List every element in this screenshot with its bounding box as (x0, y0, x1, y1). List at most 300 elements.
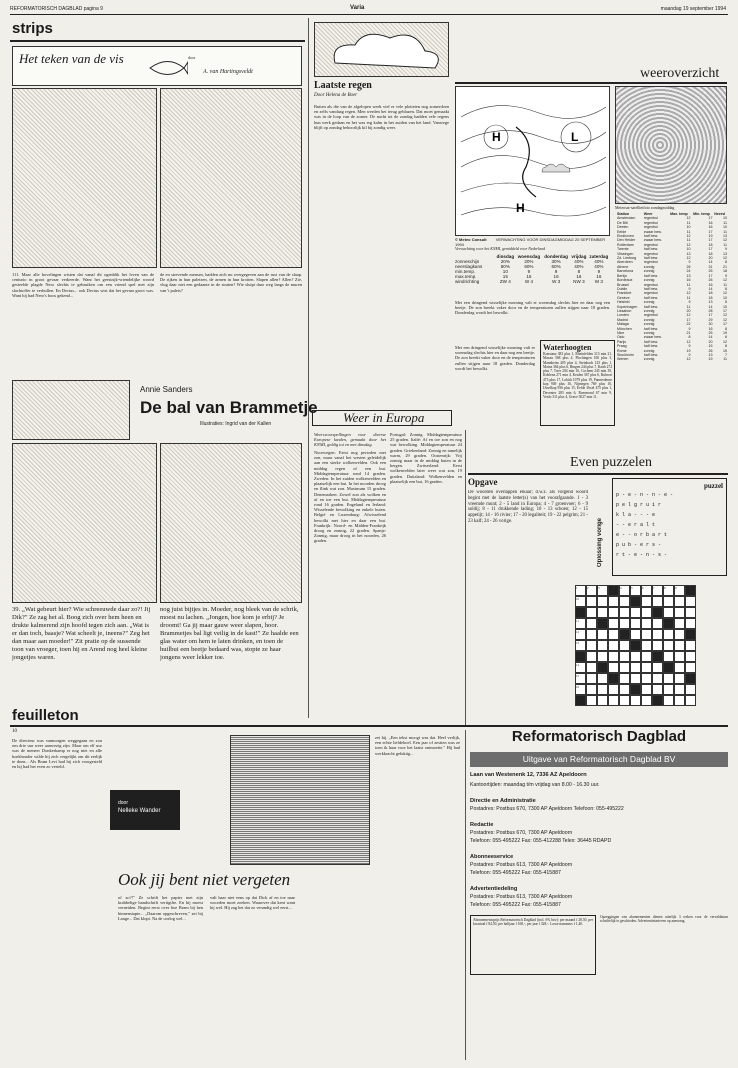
station-value: 9 (688, 300, 691, 305)
grid-cell[interactable] (674, 618, 685, 629)
station-value: 14 (708, 286, 713, 291)
comic2-author: Annie Sanders (140, 385, 193, 394)
grid-cell[interactable] (619, 596, 630, 607)
grid-cell[interactable] (597, 607, 608, 618)
page-section: Varia (350, 5, 365, 11)
rd-kantoor: Kantoortijden: maandag t/m vrijdag van 8.00 - 16.30 uur. (470, 782, 600, 788)
station-value: 12 (686, 357, 691, 362)
station-value: 25 (708, 330, 713, 335)
grid-cell[interactable] (586, 618, 597, 629)
station-value: 9 (688, 260, 691, 265)
grid-cell[interactable] (608, 684, 619, 695)
rd-tariff-right: Opzeggingen van abonnementen dienen uiterlijk 3 weken voor de vervaldatum schriftelijk te geschieden. Advertentietarieven op aanvraag. (600, 915, 728, 924)
grid-cell[interactable]: 10 (575, 596, 586, 607)
comic2-panel-left (12, 443, 157, 603)
station-value: half bew. (643, 304, 658, 309)
puzzel-section-title: Even puzzelen (570, 455, 653, 470)
grid-cell[interactable] (652, 673, 663, 684)
station-value: 9 (725, 273, 727, 278)
station-value: 10 (723, 225, 727, 230)
rd-abonnee-title: Abonneeservice (470, 854, 514, 860)
station-value: zonnig (643, 322, 655, 327)
grid-cell[interactable] (674, 695, 685, 706)
weer-europa-text: Noorwegen: Eerst nog perioden met zon, maar vanaf het westen geleidelijk aan een sterke wolkenvelden. Ook een middag regen of een bui. Middagtemperatuur rond 14 graden. Zweden: In het zuiden wolkenvelden en plaatselijk een bui. In het noorden droog en flink wat zon. Maximum 15 graden. Denemarken: Zowel zon als wolken en af en toe een bui. Middagtemperatuur rond 16 graden. Engeland en Ierland: Wisselende bewolking en enkele buien. België en Luxemburg: Afwisselend bewolkt met hier en daar een bui. Frankrijk: Noord- en Midden-Frankrijk droog en zonnig, 22 graden. Spanje: Zonnig, maar droog in het noorden, 26 graden. (314, 450, 386, 544)
grid-cell[interactable] (674, 607, 685, 618)
grid-cell[interactable]: 7 (652, 585, 663, 596)
grid-cell[interactable] (652, 640, 663, 651)
grid-cell[interactable]: 9 (674, 585, 685, 596)
grid-cell[interactable] (641, 673, 652, 684)
grid-cell[interactable] (641, 629, 652, 640)
paper-name: REFORMATORISCH DAGBLAD pagina 9 (10, 6, 103, 12)
grid-cell-black (630, 596, 641, 607)
grid-cell-black (663, 618, 674, 629)
forecast-cell: 40% (594, 259, 604, 264)
grid-cell[interactable]: 5 (630, 585, 641, 596)
weer-column-text-2: Met een dringend wisselijke morning valt er woensdag slechts hier en daar nog een beetje. De zon breekt vaker door en de temperaturen zullen stijgen naar 18 graden. Donderdag wordt het bewolkt. (455, 345, 535, 371)
station-value: 17 (708, 238, 713, 243)
section-strips: strips (12, 20, 53, 37)
station-value: 14 (708, 335, 713, 340)
grid-cell[interactable] (586, 640, 597, 651)
station-value: 11 (686, 220, 691, 225)
forecast-cell: 9 (554, 269, 558, 274)
forecast-table (455, 254, 610, 284)
grid-cell[interactable] (630, 629, 641, 640)
grid-cell[interactable] (586, 596, 597, 607)
station-value: 17 (708, 273, 713, 278)
forecast-cell: 20% (524, 259, 534, 264)
grid-cell-black (685, 629, 696, 640)
grid-cell[interactable] (641, 640, 652, 651)
puzzel-small-title: puzzel (703, 482, 723, 490)
svg-text:H: H (516, 201, 525, 215)
grid-cell-black (652, 651, 663, 662)
station-name: Eindhoven (617, 234, 634, 239)
grid-cell[interactable] (663, 651, 674, 662)
grid-cell-black (597, 662, 608, 673)
station-name: Kopenhagen (617, 304, 638, 309)
solution-line: e - - o r b a r t (616, 532, 668, 538)
station-name: Helsinki (617, 300, 630, 305)
station-value: 10 (686, 247, 691, 252)
station-value: 12 (686, 242, 691, 247)
grid-cell[interactable] (652, 684, 663, 695)
rd-redactie-line2: Telefoon: 055-495222 Fax: 055-412288 Telex: 36445 RDAPD (470, 838, 612, 844)
grid-cell[interactable] (674, 662, 685, 673)
rd-advert-line1: Postadres: Postbus 613, 7300 AP Apeldoorn (470, 894, 573, 900)
station-value: 17 (723, 322, 727, 327)
grid-cell[interactable] (641, 662, 652, 673)
puzzel-rule (468, 473, 728, 475)
grid-cell[interactable] (619, 684, 630, 695)
station-value: 9 (688, 353, 691, 357)
station-name: Málaga (617, 322, 629, 327)
station-value: 24 (686, 269, 691, 274)
stations-head: Station (617, 212, 630, 216)
station-value: 20 (686, 308, 691, 313)
station-value: 18 (708, 242, 713, 247)
grid-cell[interactable] (652, 662, 663, 673)
station-value: 18 (708, 291, 713, 296)
station-name: Den Helder (617, 238, 636, 243)
station-value: 20 (708, 339, 713, 344)
section-feuilleton: feuilleton (12, 707, 79, 724)
forecast-cell: 15 (526, 274, 532, 279)
station-name: Deelen (617, 225, 629, 230)
grid-cell[interactable] (586, 651, 597, 662)
comic1-author: A. van Hartingsveldt (203, 69, 253, 75)
rd-uitgave: Uitgave van Reformatorisch Dagblad BV (470, 752, 728, 767)
station-name: Rotterdam (617, 242, 634, 247)
grid-cell[interactable] (619, 618, 630, 629)
grid-cell[interactable] (586, 607, 597, 618)
rd-directie-line: Postadres: Postbus 670, 7300 AP Apeldoorn Telefoon: 055-495222 (470, 806, 624, 812)
grid-cell[interactable]: 14 (575, 662, 586, 673)
grid-cell[interactable] (685, 651, 696, 662)
grid-cell[interactable] (652, 629, 663, 640)
grid-cell-black (619, 629, 630, 640)
grid-cell[interactable] (619, 607, 630, 618)
comic1-author-prefix: door (188, 55, 196, 60)
grid-cell[interactable] (619, 651, 630, 662)
grid-cell[interactable] (630, 651, 641, 662)
station-value: 12 (686, 234, 691, 239)
station-value: 16 (708, 282, 713, 287)
station-value: 8 (725, 326, 727, 331)
forecast-cell: 15 (502, 274, 508, 279)
grid-cell-black (630, 684, 641, 695)
grid-cell[interactable] (663, 684, 674, 695)
station-name: Aberdeen (617, 260, 633, 265)
forecast-day: zaterdag (589, 254, 609, 259)
grid-cell[interactable] (663, 673, 674, 684)
station-value: 17 (708, 247, 713, 252)
station-value: 13 (708, 300, 713, 305)
grid-cell[interactable] (586, 629, 597, 640)
forecast-cell: 16 (576, 274, 582, 279)
station-value: 16 (708, 220, 713, 225)
grid-cell[interactable] (630, 673, 641, 684)
comic2-header-image (12, 380, 130, 440)
grid-cell[interactable] (597, 673, 608, 684)
grid-cell-black (597, 618, 608, 629)
grid-cell[interactable] (608, 662, 619, 673)
grid-cell[interactable] (586, 695, 597, 706)
grid-cell[interactable] (597, 695, 608, 706)
rd-redactie-title: Redactie (470, 822, 494, 828)
solution-line: p e l g r u i r (616, 502, 662, 508)
grid-cell[interactable] (608, 618, 619, 629)
laatste-regen-block (314, 80, 449, 98)
station-value: 19 (686, 348, 691, 353)
grid-cell[interactable] (608, 629, 619, 640)
strips-rule (10, 40, 305, 42)
station-value: half bew. (643, 326, 658, 331)
station-value: half bew. (643, 256, 658, 261)
grid-cell[interactable] (619, 673, 630, 684)
station-value: zonnig (643, 278, 655, 283)
solution-line: k l a - - - e (616, 512, 656, 518)
comic2-caption-a: 39. „Wat gebeurt hier? Wie schreeuwde daar zo?! Jij Dik?" Ze zag het al. Boog zich over hem heen en drukte kalmerend zijn hoofd tegen zich aan. „Wat is er dan toch, baasje? Wat scheelt je, ineens?" Zeg het dan maar aan moeder!" Zit pratie op de sussende toon van vroeger, toen hij en Arend nog heel kleine jongetjes waren. (12, 606, 151, 661)
station-name: Rome (617, 348, 627, 353)
feuilleton-photo (230, 735, 370, 865)
forecast-day: donderdag (544, 254, 568, 259)
grid-cell[interactable] (608, 695, 619, 706)
grid-cell[interactable] (663, 596, 674, 607)
station-value: 15 (723, 348, 727, 353)
grid-cell[interactable]: 6 (641, 585, 652, 596)
rd-tariff-left: Abonnementsprijs Reformatorisch Dagblad (incl. 6% btw): per maand f 28,50, per kwartaal f 84,50, per halfjaar f 168,-, per jaar f 328,-. Losse nummers f 1,40. (470, 915, 596, 975)
grid-cell[interactable] (685, 684, 696, 695)
grid-cell[interactable] (663, 629, 674, 640)
forecast-cell: 8 (577, 269, 581, 274)
crossword-grid (575, 585, 705, 715)
solution-line: r t - e - n - s - (616, 552, 668, 558)
comic1-caption-a: 111. Maar alle hovelingen wisten dat vanaf dit ogenblik het leven van de centurio in groot gevaar verkeerde. Want het geestrijk-vriendelijke woord gesteelde plagde Nero slechts te gebruiken om een vriend spel met zijn slachtoffer te verhullen. En Decius... ook Decius wist dat het gevaar groot was. Want hij had Nero's boos gekend... (12, 272, 154, 298)
station-value: zonnig (643, 300, 655, 305)
grid-cell[interactable] (641, 607, 652, 618)
feuilleton-text-col3: valt haar niet eens op dat Dick af en toe naar woorden moet zoeken. Waarover dat kent want bij wel. Hij zag het dat zo verandig wel eerst... (210, 895, 295, 911)
svg-text:H: H (492, 130, 501, 144)
rd-abonnee-line2: Telefoon: 055-495222 Fax: 055-415887 (470, 870, 561, 876)
grid-cell-black (575, 651, 586, 662)
station-value: regenbui (643, 242, 658, 247)
station-value: zwaar bew. (643, 335, 662, 340)
station-value: 21 (686, 330, 691, 335)
weer-europa-text2: Portugal: Zonnig. Middagtemperatuur 25 graden. Italië: Af en toe zon en nog wat bewolking. Middagtemperatuur 24 graden. Griekenland: Zonnig en tamelijk warm, 29 graden. Oostenrijk: Vrij zonnig maar in de middag buien in de bergen. Zwitserland: Eerst wolkenvelden later weer wat zon, 19 graden. Duitsland: Wolkenvelden en plaatselijk een bui, 16 graden. (390, 432, 462, 484)
rd-address: Laan van Westenenk 12, 7336 AZ Apeldoorn (470, 772, 587, 778)
comic1-caption-b: de en strevende mensen, hadden zich nu overgegeven aan de rust van de slaap. De rijken in hun paleizen, de armen in hun krotten. Slapen allen? Allen? Zie, vlug daar niet een gedaante in de straten? Wie sluipt daar weg langs de muren van 't paleis? (160, 272, 302, 293)
station-value: regenbui (643, 216, 658, 221)
grid-cell[interactable] (641, 651, 652, 662)
grid-cell[interactable]: 16 (575, 684, 586, 695)
station-value: 16 (708, 225, 713, 230)
grid-cell[interactable] (674, 596, 685, 607)
grid-cell[interactable] (674, 684, 685, 695)
station-value: 12 (723, 238, 727, 243)
station-value: half bew. (643, 247, 658, 252)
station-row (617, 357, 727, 361)
rd-title: Reformatorisch Dagblad (511, 728, 687, 745)
solution-lines (616, 490, 723, 560)
weer-europa-title: Weer in Europa (343, 410, 425, 425)
grid-cell[interactable] (652, 618, 663, 629)
station-value: half bew. (643, 353, 658, 357)
grid-cell[interactable]: 8 (663, 585, 674, 596)
forecast-day: woensdag (517, 254, 541, 259)
station-value: zonnig (643, 317, 655, 322)
forecast-row-label: zonneschijn (455, 259, 480, 264)
feuilleton-story-title: Ook jij bent niet vergeten (118, 870, 291, 889)
station-value: 12 (723, 278, 727, 283)
station-value: 5 (725, 300, 727, 305)
grid-cell[interactable] (674, 640, 685, 651)
grid-cell[interactable] (630, 618, 641, 629)
station-value: 12 (686, 291, 691, 296)
grid-cell[interactable] (608, 596, 619, 607)
grid-cell[interactable]: 1 (575, 585, 586, 596)
station-value: half bew. (643, 273, 658, 278)
station-value: 18 (723, 269, 727, 274)
grid-cell[interactable] (597, 651, 608, 662)
stations-head: Max. temp (670, 212, 688, 216)
waterhoogten-box (540, 340, 615, 426)
station-name: Brussel (617, 282, 629, 287)
satellite-caption: Meteosat-satellietfoto zondagmiddag (615, 205, 675, 210)
station-value: 8 (688, 335, 691, 340)
station-value: 28 (708, 308, 713, 313)
grid-cell[interactable] (619, 695, 630, 706)
forecast-cell: 10 (502, 269, 508, 274)
station-name: München (617, 326, 632, 331)
isobar-map (456, 87, 611, 237)
fish-icon (148, 57, 188, 79)
grid-cell[interactable] (586, 684, 597, 695)
grid-cell-black (608, 585, 619, 596)
station-value: zonnig (643, 357, 655, 362)
waterhoogten-title: Waterhoogten (543, 343, 592, 352)
grid-cell[interactable] (630, 662, 641, 673)
forecast-cell: W 3 (551, 279, 561, 284)
forecast-cell: ZW 4 (499, 279, 511, 284)
grid-cell[interactable] (641, 618, 652, 629)
grid-cell[interactable]: 4 (619, 585, 630, 596)
feuilleton-chapter: 10 (12, 729, 17, 734)
station-name: Genève (617, 295, 630, 300)
comic2-title: De bal van Brammetje (140, 398, 318, 417)
station-value: 17 (708, 313, 713, 318)
grid-cell[interactable] (685, 618, 696, 629)
grid-cell[interactable] (586, 673, 597, 684)
station-name: Athene (617, 264, 629, 269)
station-name: Parijs (617, 339, 626, 344)
comic2-panel-right (160, 443, 302, 603)
forecast-cell: NW 3 (573, 279, 585, 284)
grid-cell[interactable] (674, 651, 685, 662)
weer-column-text: Met een dringend wisselijke morning valt er woensdag slechts hier en daar nog een beetje. De zon breekt vaker door en de temperaturen zullen stijgen naar 18 graden. Donderdag wordt het bewolkt. (455, 300, 610, 316)
station-value: 13 (723, 251, 727, 256)
station-name: Zd. Limburg (617, 256, 637, 261)
grid-cell[interactable] (597, 640, 608, 651)
grid-cell[interactable] (630, 607, 641, 618)
grid-cell[interactable] (608, 651, 619, 662)
grid-cell[interactable]: 11 (575, 618, 586, 629)
feuilleton-text-col2: of zo?!" Ze schrift het papier met zijn krabbelige handschrift vertigtfte. En bij moest verneiden. Begint eerst over hoe Bram bij hen binnenstapte... „Daarom opgeschreven," zei bij Lange... Dat klopt. Na de oorlog wel... (118, 895, 203, 921)
grid-cell[interactable]: 12 (575, 629, 586, 640)
grid-cell[interactable] (597, 596, 608, 607)
grid-cell[interactable] (663, 640, 674, 651)
rd-redactie-line1: Postadres: Postbus 670, 7300 AP Apeldoorn (470, 830, 573, 836)
grid-cell[interactable] (608, 607, 619, 618)
station-value: regenbui (643, 282, 658, 287)
grid-cell[interactable]: 2 (586, 585, 597, 596)
grid-cell[interactable]: 13 (575, 640, 586, 651)
grid-cell[interactable] (641, 596, 652, 607)
comic2-illustrator: Illustraties: Ingrid van der Kallen (200, 421, 272, 427)
station-value: regenbui (643, 291, 658, 296)
station-value: 11 (686, 295, 691, 300)
station-value: 11 (723, 282, 727, 287)
grid-cell[interactable] (685, 695, 696, 706)
station-value: 16 (708, 326, 713, 331)
grid-cell[interactable] (685, 662, 696, 673)
forecast-cell: 40% (574, 264, 584, 269)
grid-cell[interactable] (619, 662, 630, 673)
weer-europa-header (312, 410, 452, 426)
grid-cell[interactable] (663, 607, 674, 618)
forecast-cell: 16 (553, 274, 559, 279)
stations-head: Min. temp (693, 212, 710, 216)
comic1-banner (12, 46, 302, 86)
station-value: 11 (686, 304, 691, 309)
station-value: 10 (723, 295, 727, 300)
station-name: Bordeaux (617, 278, 633, 283)
station-name: Dublin (617, 286, 628, 291)
station-value: 9 (688, 286, 691, 291)
grid-cell[interactable]: 3 (597, 585, 608, 596)
station-name: De Bilt (617, 220, 628, 225)
oplossing-label: Oplossing vorige (597, 517, 603, 567)
station-value: half bew. (643, 339, 658, 344)
station-value: half bew. (643, 234, 658, 239)
station-value: regenbui (643, 251, 658, 256)
station-value: 15 (708, 344, 713, 349)
station-value: 10 (723, 304, 727, 309)
station-name: Twente (617, 247, 629, 252)
station-value: 14 (708, 260, 713, 265)
rd-abonnee-line1: Postadres: Postbus 613, 7300 AP Apeldoorn (470, 862, 573, 868)
station-value: 8 (725, 344, 727, 349)
forecast-day: dinsdag (496, 254, 515, 259)
grid-cell[interactable] (630, 695, 641, 706)
forecast-body (455, 259, 610, 284)
grid-cell[interactable] (586, 662, 597, 673)
station-value: 6 (725, 335, 727, 340)
grid-cell[interactable] (674, 629, 685, 640)
grid-cell[interactable] (619, 640, 630, 651)
grid-cell[interactable] (663, 695, 674, 706)
grid-cell[interactable] (597, 629, 608, 640)
grid-cell[interactable] (685, 640, 696, 651)
station-value: 9 (688, 326, 691, 331)
rd-box (470, 728, 728, 745)
grid-cell-black (575, 607, 586, 618)
grid-cell[interactable] (641, 684, 652, 695)
grid-cell[interactable]: 15 (575, 673, 586, 684)
station-name: Amsterdam (617, 216, 636, 221)
grid-cell-black (652, 607, 663, 618)
grid-cell[interactable] (608, 640, 619, 651)
stations-head: Weer (643, 212, 653, 216)
feuilleton-text-col1: De directeur was vanmorgen weggegaan en zou om drie uur weer aanwezig zijn. Maar om elf uur was de meneer Donkerkamp er nog niet en alle boekhouder wilde hij zich vergelijkt om dit eerlijk te doen... Als Bram Levi had hij zich voorgesteld en hij had het even zo verteld. (12, 738, 102, 770)
station-value: 17 (686, 317, 691, 322)
station-value: regenbui (643, 313, 658, 318)
grid-cell[interactable] (685, 607, 696, 618)
solution-line: p u b - e r s - (616, 542, 662, 548)
grid-cell[interactable] (685, 596, 696, 607)
station-value: 16 (686, 278, 691, 283)
grid-cell[interactable] (652, 596, 663, 607)
station-value: 19 (708, 357, 713, 362)
grid-cell[interactable] (674, 673, 685, 684)
grid-cell[interactable] (641, 695, 652, 706)
puzzel-solution-box (612, 478, 727, 576)
comic1-panel-left (12, 88, 157, 268)
station-value: 11 (723, 357, 727, 362)
forecast-day: vrijdag (571, 254, 587, 259)
grid-cell[interactable] (597, 684, 608, 695)
